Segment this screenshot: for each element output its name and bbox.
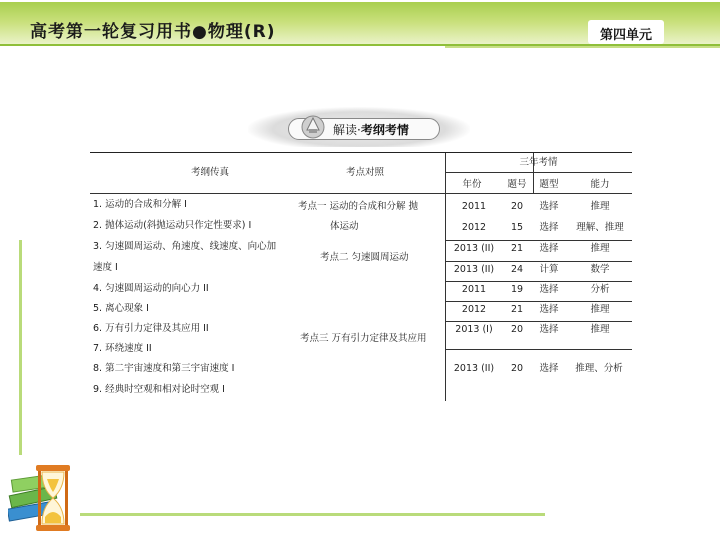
header-three-year: 三年考情 [519,157,558,168]
syllabus-item: 6. 万有引力定律及其应用 II [93,323,209,334]
number-cell: 15 [510,222,524,233]
syllabus-item: 4. 匀速圆周运动的向心力 II [93,283,209,294]
ability-cell: 分析 [590,284,610,295]
syllabus-item: 3. 匀速圆周运动、角速度、线速度、向心加 [93,241,277,252]
header-year: 年份 [462,179,482,190]
year-cell: 2012 [461,304,487,315]
point-one-continued: 体运动 [330,221,359,232]
book-title: 高考第一轮复习用书●物理(R) [30,22,276,42]
row-line [445,301,632,302]
ability-cell: 数学 [590,264,610,275]
banner-label [333,121,409,138]
unit-label: 第四单元 [600,28,653,43]
book-stack-icon [8,455,78,533]
year-cell: 2011 [461,284,487,295]
banner-emblem-icon [298,110,328,140]
header-ability: 能力 [590,179,610,190]
footer-rule [80,513,545,516]
year-cell: 2012 [461,222,487,233]
syllabus-item: 8. 第二宇宙速度和第三宇宙速度 I [93,363,235,374]
row-line [445,349,632,350]
number-cell: 21 [510,243,524,254]
year-cell: 2013 (II) [453,363,495,374]
table-divider [445,153,446,401]
header-number: 题号 [507,179,527,190]
table-subheader-line [445,172,632,173]
type-cell: 选择 [539,363,559,374]
syllabus-table [90,152,632,401]
section-banner [248,107,470,147]
banner-label-prefix: 解读· [333,123,361,137]
type-cell: 选择 [539,243,559,254]
type-cell: 计算 [539,264,559,275]
type-cell: 选择 [539,304,559,315]
year-cell: 2013 (I) [455,324,493,335]
ability-cell: 推理 [590,243,610,254]
header-sub-rule [445,46,720,48]
year-cell: 2013 (II) [453,264,495,275]
row-line [445,281,632,282]
number-cell: 24 [510,264,524,275]
number-cell: 19 [510,284,524,295]
syllabus-item: 7. 环绕速度 II [93,343,152,354]
ability-cell: 推理、分析 [575,363,623,374]
type-cell: 选择 [539,284,559,295]
number-cell: 20 [510,201,524,212]
header-type: 题型 [539,179,559,190]
row-line [445,321,632,322]
syllabus-item: 1. 运动的合成和分解 I [93,199,187,210]
left-accent-bar [19,240,22,455]
table-header-line [90,193,632,194]
syllabus-item: 2. 抛体运动(斜抛运动只作定性要求) I [93,220,252,231]
syllabus-item: 9. 经典时空观和相对论时空观 I [93,384,225,395]
type-cell: 选择 [539,222,559,233]
year-cell: 2011 [461,201,487,212]
point-two: 考点二 匀速圆周运动 [320,252,409,263]
number-cell: 20 [510,324,524,335]
syllabus-item: 5. 离心现象 I [93,303,149,314]
number-cell: 21 [510,304,524,315]
year-cell: 2013 (II) [453,243,495,254]
syllabus-item-continued: 速度 I [93,262,118,273]
header-points: 考点对照 [345,167,384,178]
ability-cell: 推理 [590,324,610,335]
row-line [445,240,632,241]
type-cell: 选择 [539,324,559,335]
type-cell: 选择 [539,201,559,212]
ability-cell: 推理 [590,304,610,315]
ability-cell: 理解、推理 [576,222,624,233]
banner-label-main: 考纲考情 [360,123,409,137]
number-cell: 20 [510,363,524,374]
row-line [445,261,632,262]
point-one: 考点一 运动的合成和分解 抛 [298,201,419,212]
header-syllabus: 考纲传真 [190,167,229,178]
point-three: 考点三 万有引力定律及其应用 [300,333,427,344]
ability-cell: 推理 [590,201,610,212]
